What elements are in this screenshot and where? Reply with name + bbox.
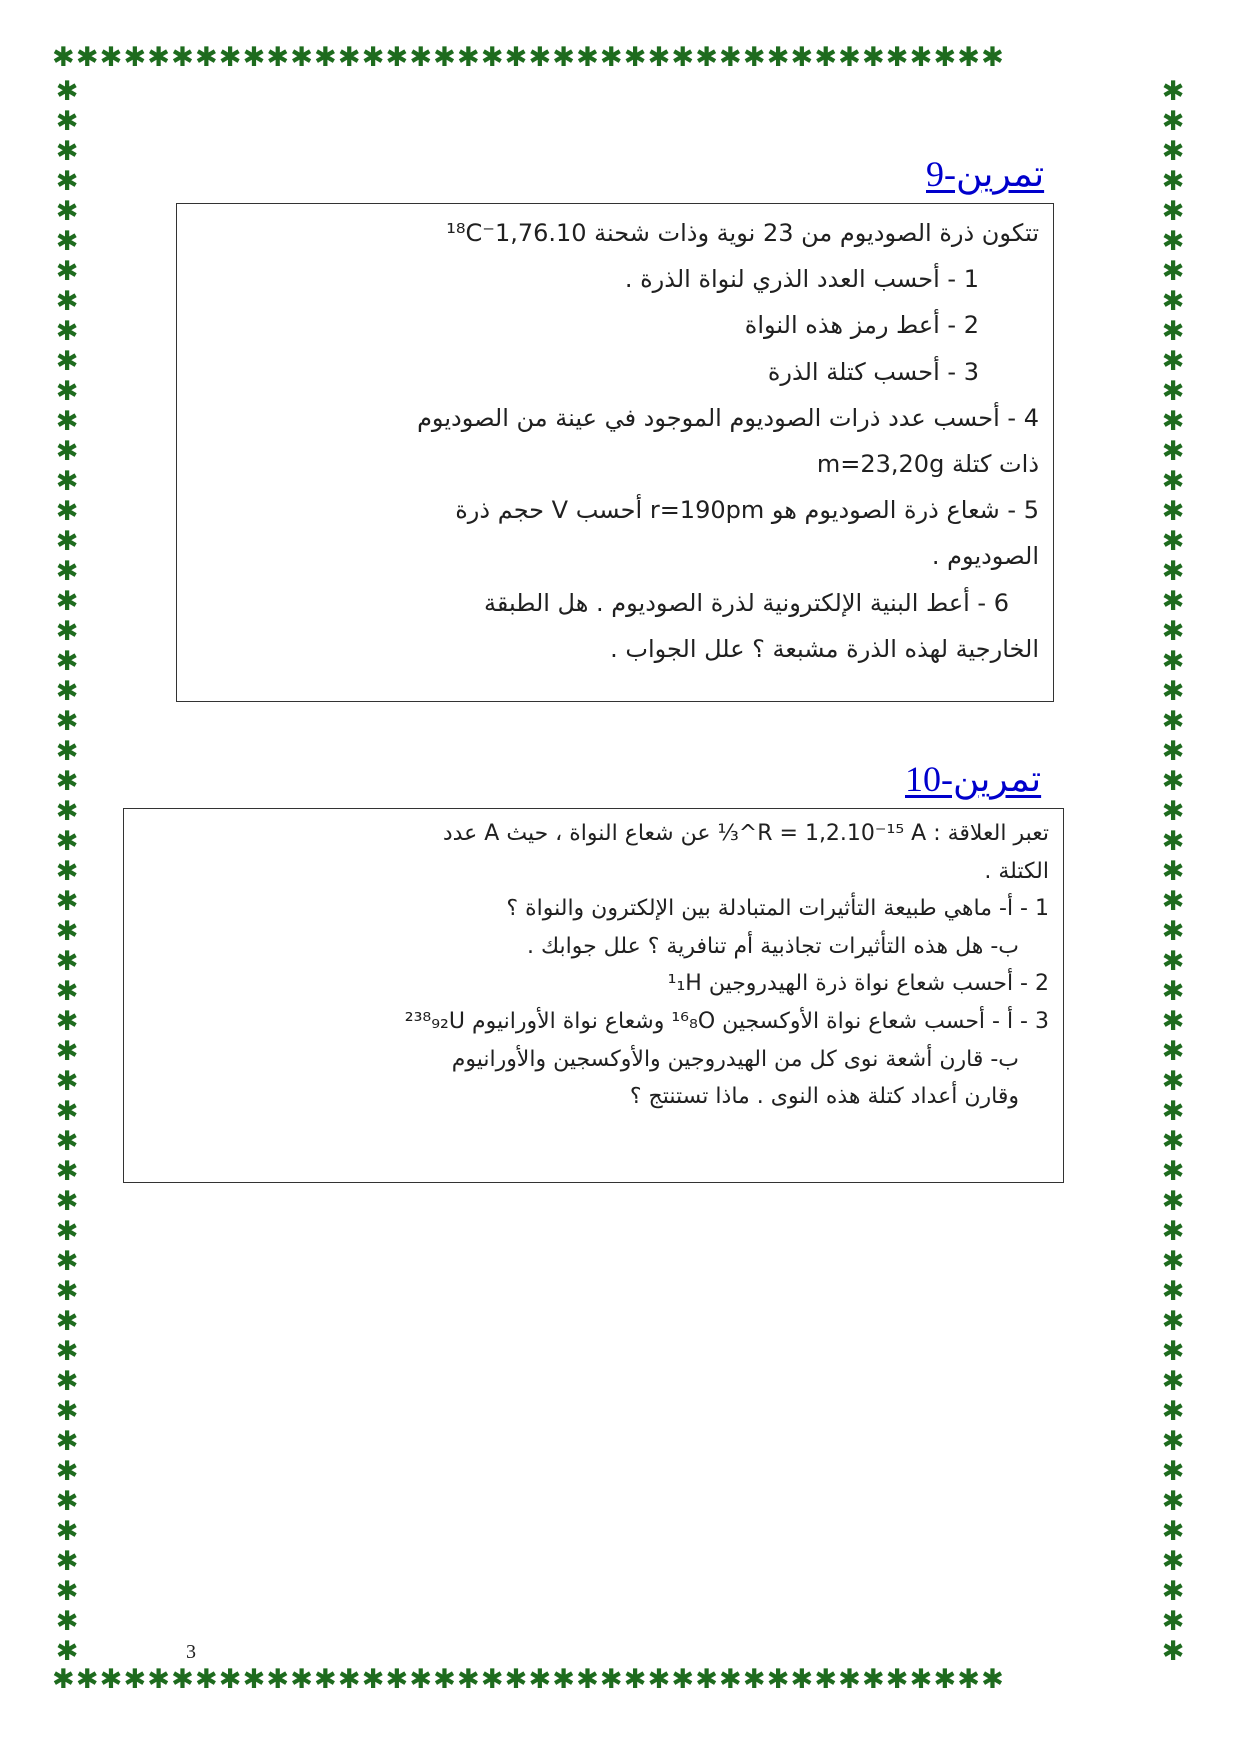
palm-tree-icon: ✱ bbox=[55, 78, 79, 107]
palm-tree-icon: ✱ bbox=[55, 496, 79, 527]
palm-tree-icon: ✱ bbox=[1161, 856, 1185, 887]
palm-tree-icon: ✱ bbox=[55, 826, 79, 857]
palm-tree-icon: ✱ bbox=[1161, 1336, 1185, 1367]
palm-tree-icon: ✱ bbox=[55, 106, 79, 137]
palm-tree-icon: ✱ bbox=[1161, 106, 1185, 137]
palm-tree-icon: ✱ bbox=[1161, 706, 1185, 737]
palm-tree-icon: ✱ bbox=[1161, 78, 1185, 107]
ex10-question-3b-cont: وقارن أعداد كتلة هذه النوى . ماذا تستنتج ؟ bbox=[629, 1084, 1019, 1110]
palm-tree-icon: ✱ bbox=[55, 526, 79, 557]
palm-tree-icon: ✱ bbox=[55, 1096, 79, 1127]
ex10-question-1b: ب- هل هذه التأثيرات تجاذبية أم تنافرية ؟ علل جوابك . bbox=[526, 933, 1019, 959]
palm-tree-icon: ✱ bbox=[1161, 976, 1185, 1007]
palm-tree-icon: ✱ bbox=[1161, 1576, 1185, 1607]
palm-tree-icon: ✱ bbox=[55, 586, 79, 617]
palm-tree-icon: ✱ bbox=[1161, 586, 1185, 617]
palm-tree-icon: ✱ bbox=[55, 1156, 79, 1187]
palm-tree-icon: ✱ bbox=[1161, 1186, 1185, 1217]
ex10-question-1a: 1 - أ- ماهي طبيعة التأثيرات المتبادلة بين الإلكترون والنواة ؟ bbox=[506, 896, 1049, 922]
page-number: 3 bbox=[186, 1641, 196, 1663]
palm-tree-icon: ✱ bbox=[55, 1546, 79, 1577]
palm-tree-icon: ✱ bbox=[55, 316, 79, 347]
palm-tree-icon: ✱ bbox=[1161, 226, 1185, 257]
palm-tree-icon: ✱ bbox=[1161, 1066, 1185, 1097]
palm-tree-icon: ✱ bbox=[1161, 316, 1185, 347]
palm-tree-icon: ✱ bbox=[55, 916, 79, 947]
palm-tree-icon: ✱ bbox=[55, 1636, 79, 1667]
palm-tree-icon: ✱ bbox=[1161, 436, 1185, 467]
palm-tree-icon: ✱ bbox=[55, 1186, 79, 1217]
palm-tree-icon: ✱ bbox=[1161, 766, 1185, 797]
palm-tree-icon: ✱ bbox=[55, 976, 79, 1007]
palm-tree-icon: ✱ bbox=[55, 1036, 79, 1067]
palm-tree-icon: ✱ bbox=[55, 886, 79, 917]
palm-tree-icon: ✱ bbox=[55, 556, 79, 587]
ex9-question-4-cont: ذات كتلة m=23,20g bbox=[816, 449, 1039, 478]
palm-tree-icon: ✱ bbox=[1161, 1456, 1185, 1487]
palm-tree-icon: ✱ bbox=[1161, 406, 1185, 437]
ex9-question-6: 6 - أعط البنية الإلكترونية لذرة الصوديوم . هل الطبقة bbox=[484, 588, 1009, 617]
palm-tree-icon: ✱ bbox=[55, 376, 79, 407]
palm-tree-icon: ✱ bbox=[1161, 1426, 1185, 1457]
palm-tree-icon: ✱ bbox=[55, 346, 79, 377]
palm-tree-icon: ✱ bbox=[1161, 1156, 1185, 1187]
palm-tree-icon: ✱ bbox=[1161, 346, 1185, 377]
palm-tree-icon: ✱ bbox=[55, 1066, 79, 1097]
ex9-question-5-cont: الصوديوم . bbox=[931, 542, 1039, 571]
ex9-question-4: 4 - أحسب عدد ذرات الصوديوم الموجود في عينة من الصوديوم bbox=[417, 403, 1039, 432]
palm-tree-icon: ✱ bbox=[55, 946, 79, 977]
palm-border-left bbox=[52, 78, 82, 1668]
palm-tree-icon: ✱ bbox=[1161, 256, 1185, 287]
palm-tree-icon: ✱ bbox=[1161, 616, 1185, 647]
ex9-question-1: 1 - أحسب العدد الذري لنواة الذرة . bbox=[624, 265, 979, 294]
ex10-line-intro: تعبر العلاقة : R = 1,2.10⁻¹⁵ A^⅓ عن شعاع النواة ، حيث A عدد bbox=[442, 821, 1049, 846]
palm-tree-icon: ✱ bbox=[1161, 1546, 1185, 1577]
palm-tree-icon: ✱ bbox=[55, 1426, 79, 1457]
palm-tree-icon: ✱ bbox=[55, 1276, 79, 1307]
palm-tree-icon: ✱ bbox=[55, 856, 79, 887]
palm-tree-icon: ✱ bbox=[55, 1126, 79, 1157]
palm-tree-icon: ✱ bbox=[1161, 1036, 1185, 1067]
palm-tree-icon: ✱ bbox=[55, 1456, 79, 1487]
palm-tree-icon: ✱ bbox=[55, 466, 79, 497]
palm-tree-icon: ✱ bbox=[1161, 646, 1185, 677]
ex10-line-intro-cont: الكتلة . bbox=[984, 858, 1049, 884]
palm-tree-icon: ✱ bbox=[1161, 736, 1185, 767]
palm-tree-icon: ✱ bbox=[55, 1576, 79, 1607]
palm-tree-icon: ✱ bbox=[1161, 1396, 1185, 1427]
palm-tree-icon: ✱ bbox=[55, 166, 79, 197]
exercise-9-title: تمرين-9 bbox=[926, 154, 1045, 194]
exercise-10-title: تمرين-10 bbox=[905, 759, 1042, 799]
ex9-line-intro: تتكون ذرة الصوديوم من 23 نوية وذات شحنة 1,76.10⁻¹⁸C bbox=[446, 219, 1039, 247]
palm-tree-icon: ✱ bbox=[1161, 166, 1185, 197]
ex10-question-3a: 3 - أ - أحسب شعاع نواة الأوكسجين ¹⁶₈O وشعاع نواة الأورانيوم ²³⁸₉₂U bbox=[404, 1008, 1049, 1034]
palm-tree-icon: ✱ bbox=[1161, 1006, 1185, 1037]
palm-tree-icon: ✱ bbox=[55, 796, 79, 827]
palm-tree-icon: ✱ bbox=[1161, 916, 1185, 947]
palm-tree-icon: ✱ bbox=[55, 286, 79, 317]
palm-tree-icon: ✱ bbox=[55, 1306, 79, 1337]
palm-tree-icon: ✱ bbox=[1161, 676, 1185, 707]
palm-tree-icon: ✱ bbox=[1161, 496, 1185, 527]
palm-tree-icon: ✱ bbox=[55, 706, 79, 737]
ex9-question-3: 3 - أحسب كتلة الذرة bbox=[767, 357, 979, 386]
palm-tree-icon: ✱ bbox=[1161, 196, 1185, 227]
palm-tree-icon: ✱ bbox=[55, 1336, 79, 1367]
palm-tree-icon: ✱ bbox=[1161, 1486, 1185, 1517]
palm-tree-icon: ✱ bbox=[55, 766, 79, 797]
palm-tree-icon: ✱ bbox=[1161, 796, 1185, 827]
palm-tree-icon: ✱ bbox=[1161, 1606, 1185, 1637]
ex9-question-2: 2 - أعط رمز هذه النواة bbox=[744, 311, 979, 340]
palm-tree-icon: ✱ bbox=[1161, 1306, 1185, 1337]
exercise-10-box bbox=[123, 808, 1064, 1183]
palm-tree-icon: ✱ bbox=[1161, 376, 1185, 407]
palm-tree-icon: ✱ bbox=[55, 436, 79, 467]
palm-border-bottom: ✱✱✱✱✱✱✱✱✱✱✱✱✱✱✱✱✱✱✱✱✱✱✱✱✱✱✱✱✱✱✱✱✱✱✱✱✱✱✱✱ bbox=[52, 1666, 1005, 1695]
palm-tree-icon: ✱ bbox=[55, 1396, 79, 1427]
palm-tree-icon: ✱ bbox=[1161, 1216, 1185, 1247]
palm-tree-icon: ✱ bbox=[1161, 886, 1185, 917]
palm-tree-icon: ✱ bbox=[55, 406, 79, 437]
palm-tree-icon: ✱ bbox=[55, 136, 79, 167]
palm-tree-icon: ✱ bbox=[55, 676, 79, 707]
palm-tree-icon: ✱ bbox=[1161, 1246, 1185, 1277]
palm-border-right bbox=[1158, 78, 1188, 1668]
ex9-question-6-cont: الخارجية لهذه الذرة مشبعة ؟ علل الجواب . bbox=[610, 634, 1039, 663]
exercise-9-box bbox=[176, 203, 1054, 702]
palm-tree-icon: ✱ bbox=[55, 196, 79, 227]
palm-border-top: ✱✱✱✱✱✱✱✱✱✱✱✱✱✱✱✱✱✱✱✱✱✱✱✱✱✱✱✱✱✱✱✱✱✱✱✱✱✱✱✱ bbox=[52, 44, 1005, 73]
palm-tree-icon: ✱ bbox=[1161, 1636, 1185, 1667]
ex10-question-3b: ب- قارن أشعة نوى كل من الهيدروجين والأوكسجين والأورانيوم bbox=[451, 1046, 1019, 1072]
palm-tree-icon: ✱ bbox=[1161, 466, 1185, 497]
palm-tree-icon: ✱ bbox=[55, 226, 79, 257]
palm-tree-icon: ✱ bbox=[1161, 556, 1185, 587]
palm-tree-icon: ✱ bbox=[55, 1006, 79, 1037]
palm-tree-icon: ✱ bbox=[55, 256, 79, 287]
palm-tree-icon: ✱ bbox=[1161, 136, 1185, 167]
palm-tree-icon: ✱ bbox=[1161, 1126, 1185, 1157]
palm-tree-icon: ✱ bbox=[1161, 1366, 1185, 1397]
palm-tree-icon: ✱ bbox=[55, 1516, 79, 1547]
palm-tree-icon: ✱ bbox=[1161, 946, 1185, 977]
palm-tree-icon: ✱ bbox=[55, 1366, 79, 1397]
palm-tree-icon: ✱ bbox=[1161, 526, 1185, 557]
palm-tree-icon: ✱ bbox=[1161, 1516, 1185, 1547]
palm-tree-icon: ✱ bbox=[55, 646, 79, 677]
palm-tree-icon: ✱ bbox=[55, 1216, 79, 1247]
palm-tree-icon: ✱ bbox=[55, 1486, 79, 1517]
palm-tree-icon: ✱ bbox=[1161, 286, 1185, 317]
palm-tree-icon: ✱ bbox=[1161, 1276, 1185, 1307]
palm-tree-icon: ✱ bbox=[55, 1246, 79, 1277]
palm-tree-icon: ✱ bbox=[1161, 1096, 1185, 1127]
ex9-question-5: 5 - شعاع ذرة الصوديوم هو r=190pm أحسب V حجم ذرة bbox=[455, 496, 1039, 525]
palm-tree-icon: ✱ bbox=[55, 1606, 79, 1637]
palm-tree-icon: ✱ bbox=[55, 736, 79, 767]
ex10-question-2: 2 - أحسب شعاع نواة ذرة الهيدروجين ¹₁H bbox=[667, 971, 1049, 997]
palm-tree-icon: ✱ bbox=[1161, 826, 1185, 857]
palm-tree-icon: ✱ bbox=[55, 616, 79, 647]
